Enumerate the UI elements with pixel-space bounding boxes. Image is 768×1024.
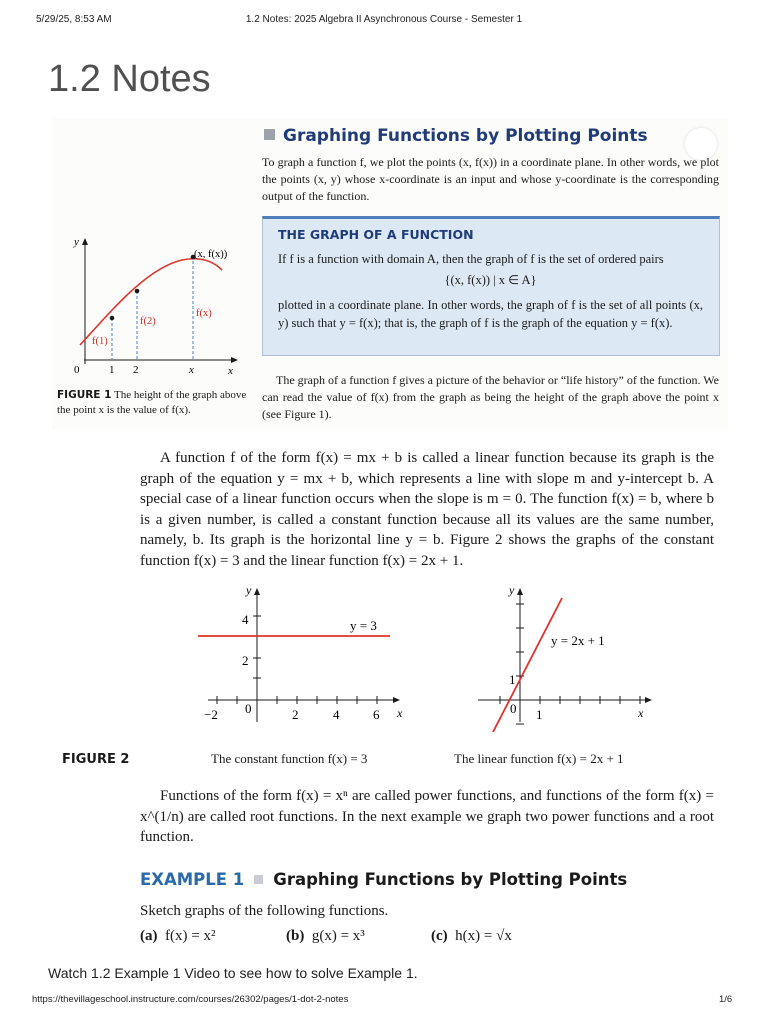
fig2a-xtick-0: 0	[245, 701, 252, 716]
fig2a-y-label: y	[246, 583, 252, 597]
example-part-b: (b) g(x) = x³	[286, 928, 365, 944]
fig2a-xtick-4: 4	[333, 707, 340, 722]
footer-page-number: 1/6	[719, 994, 733, 1005]
fig2b-y-label: y	[509, 583, 515, 597]
fig1-point-label: (x, f(x))	[194, 249, 228, 260]
fig2b-line	[492, 598, 562, 732]
fig1-tick-1: 1	[109, 364, 115, 376]
power-functions-paragraph: Functions of the form f(x) = xⁿ are called power functions, and functions of the form f(x) = x^(1/n) are called root functions. In the next example we graph two power functions and a root function.	[140, 788, 714, 845]
watch-video-note: Watch 1.2 Example 1 Video to see how to solve Example 1.	[48, 965, 418, 981]
fig2b-x-label: x	[638, 706, 644, 720]
example-part-a: (a) f(x) = x²	[140, 928, 216, 944]
example-square-icon	[254, 875, 263, 884]
fig1-tick-x: x	[189, 364, 194, 376]
fig2a-ytick-4: 4	[242, 612, 249, 627]
fig2a-x-label: x	[397, 706, 403, 720]
figure2-linear-graph	[472, 582, 662, 732]
fig2a-xtick-6: 6	[373, 707, 380, 722]
definition-line2: plotted in a coordinate plane. In other words, the graph of f is the set of all points (x, y) such that y = f(x); that is, the graph of f is the graph of the equation y = f(x).	[278, 298, 703, 330]
example-part-c: (c) h(x) = √x	[431, 928, 512, 944]
example-instruction: Sketch graphs of the following functions.	[140, 903, 389, 919]
example-title: Graphing Functions by Plotting Points	[273, 870, 628, 889]
fig1-point-2	[135, 289, 140, 294]
fig2a-x-arrow	[393, 697, 400, 703]
fig1-curve	[80, 259, 222, 345]
figure2-label: FIGURE 2	[62, 752, 130, 767]
print-datetime: 5/29/25, 8:53 AM	[36, 14, 112, 25]
fig2a-line-label: y = 3	[350, 618, 377, 633]
fig1-f2-label: f(2)	[140, 316, 156, 327]
heading-square-icon	[264, 129, 275, 140]
fig2a-xtick-neg2: −2	[204, 707, 218, 722]
fig1-origin: 0	[74, 364, 80, 376]
fig1-tick-2: 2	[133, 364, 139, 376]
definition-line1: If f is a function with domain A, then the graph of f is the set of ordered pairs	[278, 252, 664, 266]
print-tab-title: 1.2 Notes: 2025 Algebra II Asynchronous Course - Semester 1	[245, 14, 523, 25]
page-title: 1.2 Notes	[48, 58, 211, 100]
example-label: EXAMPLE 1	[140, 870, 245, 889]
fig2b-xtick-0: 0	[510, 701, 517, 716]
definition-box	[262, 216, 720, 356]
fig1-y-label: y	[74, 236, 79, 248]
definition-set: {(x, f(x)) | x ∈ A}	[444, 273, 537, 287]
fig2b-x-arrow	[645, 697, 652, 703]
fig2b-y-arrow	[517, 588, 523, 595]
fig2b-line-label: y = 2x + 1	[551, 633, 605, 648]
figure2-constant-graph	[192, 582, 422, 732]
example-heading	[140, 870, 627, 889]
definition-title: THE GRAPH OF A FUNCTION	[278, 227, 474, 242]
linear-function-paragraph: A function f of the form f(x) = mx + b is called a linear function because its graph is the graph of the equation y = mx + b, which represents a line with slope m and y-intercept b. A special case of a linear function occurs when the slope is m = 0. The function f(x) = b, where b is a given number, is called a constant function because all its values are the same number, namely, b. Its graph is the horizontal line y = b. Figure 2 shows the graphs of the constant function f(x) = 3 and the linear function f(x) = 2x + 1.	[140, 450, 714, 569]
fig1-point-1	[110, 316, 115, 321]
fig1-x-arrow	[231, 357, 238, 363]
fig2a-y-arrow	[254, 588, 260, 595]
fig1-fx-label: f(x)	[196, 308, 212, 319]
figure1-graph	[52, 228, 252, 378]
footer-url: https://thevillageschool.instructure.com/courses/26302/pages/1-dot-2-notes	[32, 994, 349, 1005]
fig1-y-arrow	[82, 238, 88, 245]
figure1-label: FIGURE 1	[57, 389, 112, 401]
figure2-right-caption: The linear function f(x) = 2x + 1	[454, 751, 624, 766]
fig2a-xtick-2: 2	[292, 707, 299, 722]
section-heading: Graphing Functions by Plotting Points	[264, 126, 648, 146]
section-intro: To graph a function f, we plot the points (x, f(x)) in a coordinate plane. In other words, we plot the points (x, y) whose x-coordinate is an input and whose y-coordinate is the corresponding output of the function.	[262, 155, 719, 203]
fig2a-ytick-2: 2	[242, 653, 249, 668]
fig2b-xtick-1: 1	[536, 707, 543, 722]
textbook-page-image	[52, 118, 728, 950]
fig2b-ytick-1: 1	[509, 672, 516, 687]
fig1-x-label: x	[228, 365, 233, 377]
figure2-left-caption: The constant function f(x) = 3	[211, 751, 368, 766]
behavior-text: The graph of a function f gives a picture of the behavior or “life history” of the function. We can read the value of f(x) from the graph as being the height of the graph above the point x (see Figure 1).	[262, 373, 719, 421]
fig1-f1-label: f(1)	[92, 336, 108, 347]
figure1-caption	[57, 388, 253, 418]
figure1-caption-text: The height of the graph above the point x is the value of f(x).	[57, 389, 247, 416]
